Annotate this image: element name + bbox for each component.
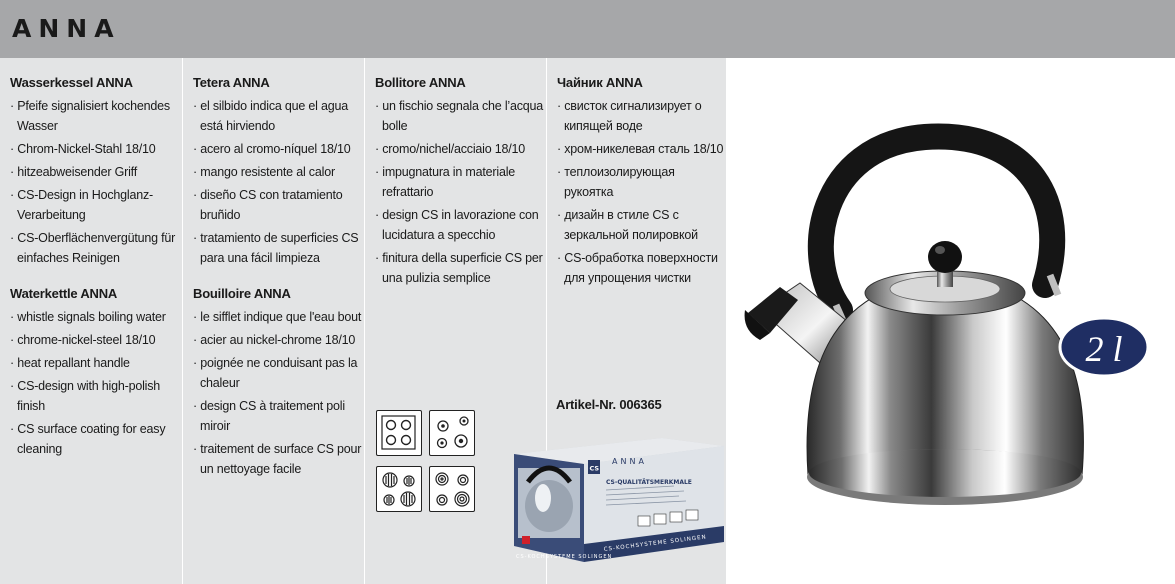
package-brand: CS (589, 464, 600, 473)
feature-item: · whistle signals boiling water (10, 307, 182, 327)
section-heading: Tetera ANNA (193, 75, 270, 90)
feature-item: · le sifflet indique que l'eau bout (193, 307, 364, 327)
feature-item: · хром-никелевая сталь 18/10 (557, 139, 726, 159)
section-heading: Чайник ANNA (557, 75, 643, 90)
package-box-image (514, 434, 724, 571)
feature-item: · el silbido indica que el agua está hirviendo (193, 96, 364, 136)
feature-list (557, 96, 726, 288)
hob-gas-icon (376, 466, 422, 512)
feature-item: · CS-design with high-polish finish (10, 376, 182, 416)
feature-item: · cromo/nichel/acciaio 18/10 (375, 139, 546, 159)
column-spanish-french (182, 58, 364, 584)
feature-item: · mango resistente al calor (193, 162, 364, 182)
package-footer: CS-KOCHSYSTEME SOLINGEN (603, 534, 708, 553)
article-number: Artikel-Nr. 006365 (556, 397, 662, 412)
feature-item: · CS-обработка поверхности для упрощения чистки (557, 248, 726, 288)
column-german-english (0, 58, 182, 584)
feature-item: · acier au nickel-chrome 18/10 (193, 330, 364, 350)
feature-item: · CS-Design in Hochglanz-Verarbeitung (10, 185, 182, 225)
feature-item: · tratamiento de superficies CS para una fácil limpieza (193, 228, 364, 268)
kettle-image (740, 105, 1150, 530)
header-bar (0, 0, 1175, 58)
feature-item: · Pfeife signalisiert kochendes Wasser (10, 96, 182, 136)
feature-item: · Chrom-Nickel-Stahl 18/10 (10, 139, 182, 159)
feature-item: · свисток сигнализирует о кипящей воде (557, 96, 726, 136)
feature-item: · design CS à traitement poli miroir (193, 396, 364, 436)
feature-item: · poignée ne conduisant pas la chaleur (193, 353, 364, 393)
feature-list (10, 307, 182, 459)
section-heading: Bouilloire ANNA (193, 286, 291, 301)
section-heading: Bollitore ANNA (375, 75, 466, 90)
feature-item: · теплоизолирующая рукоятка (557, 162, 726, 202)
feature-item: · acero al cromo-níquel 18/10 (193, 139, 364, 159)
section-heading: Wasserkessel ANNA (10, 75, 133, 90)
feature-item: · CS-Oberflächenvergütung für einfaches Reinigen (10, 228, 182, 268)
feature-item: · heat repallant handle (10, 353, 182, 373)
feature-item: · hitzeabweisender Griff (10, 162, 182, 182)
package-footer-side: CS-KOCHSYSTEME SOLINGEN (516, 554, 613, 560)
page-title: ANNA (12, 14, 121, 43)
hob-induction-icon (429, 466, 475, 512)
feature-list (375, 96, 546, 288)
feature-item: · un fischio segnala che l’acqua bolle (375, 96, 546, 136)
feature-item: · дизайн в стиле CS с зеркальной полировкой (557, 205, 726, 245)
feature-list (10, 96, 182, 268)
feature-item: · chrome-nickel-steel 18/10 (10, 330, 182, 350)
capacity-badge-label: 2 l (1085, 329, 1123, 369)
feature-item: · traitement de surface CS pour un nettoyage facile (193, 439, 364, 479)
package-product-name: ANNA (612, 457, 647, 466)
feature-item: · CS surface coating for easy cleaning (10, 419, 182, 459)
hob-ceramic-icon (429, 410, 475, 456)
section-heading: Waterkettle ANNA (10, 286, 118, 301)
feature-item: · diseño CS con tratamiento bruñido (193, 185, 364, 225)
feature-item: · design CS in lavorazione con lucidatura a specchio (375, 205, 546, 245)
feature-list (193, 307, 364, 479)
package-banner: CS-QUALITÄTSMERKMALE (606, 479, 692, 486)
feature-item: · finitura della superficie CS per una pulizia semplice (375, 248, 546, 288)
hob-electric-plates-icon (376, 410, 422, 456)
feature-list (193, 96, 364, 268)
feature-item: · impugnatura in materiale refrattario (375, 162, 546, 202)
